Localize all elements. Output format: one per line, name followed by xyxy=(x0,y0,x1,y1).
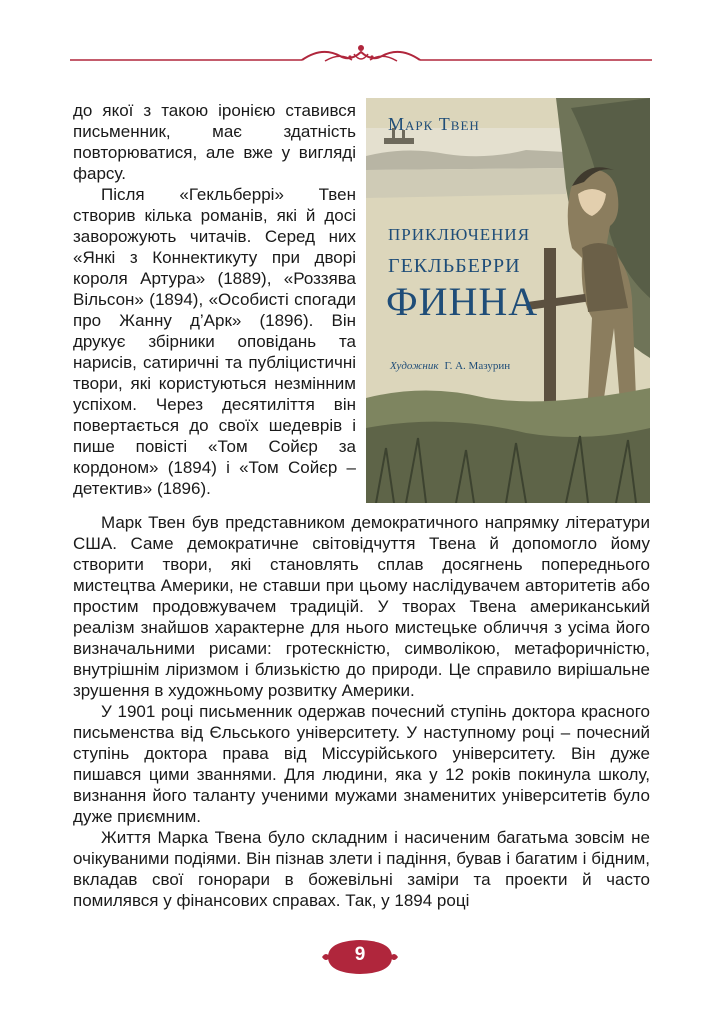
paragraph: Життя Марка Твена було складним і насиченим багатьма зовсім не очікуваними подіями. Він пізнав злети і падіння, бував і багатим і бідним, вкладав свої гонорари в божевільні заміри та проекти й часто помилявся у фінансових справах. Так, у 1894 році xyxy=(73,828,650,910)
cover-author: Марк Твен xyxy=(388,114,480,134)
cover-title-line2: ГЕКЛЬБЕРРИ xyxy=(388,255,521,277)
book-cover-image xyxy=(366,98,650,503)
body-text xyxy=(73,512,650,911)
paragraph: Після «Гекльберрі» Твен створив кілька романів, які й досі заворожують читачів. Серед них «Янкі з Коннектикуту при дворі короля Артура» (1889), «Роззява Вільсон» (1894), «Особисті спогади про Жанну д’Арк» (1896). Він друкує збірники оповідань та нарисів, сатиричні та публіцистичні твори, які користуються незмінним успіхом. Через десятиліття він повертається до своїх шедеврів і пише повісті «Том Сойєр за кордоном» (1894) і «Том Сойєр – детектив» (1896). xyxy=(73,185,356,498)
page-number: 9 xyxy=(354,944,366,965)
header-ornament xyxy=(40,40,682,68)
cover-illustrator xyxy=(390,360,510,372)
paragraph: У 1901 році письменник одержав почесний ступінь доктора красного письменства від Єльського університету. У наступному році – почесний ступінь доктора права від Міссурійського університету. Він дуже пишався цими званнями. Для людини, яка у 12 років покинула школу, визнання його таланту ученими мужами знаменитих університетів було дуже приємним. xyxy=(73,702,650,826)
cover-title-line1: ПРИКЛЮЧЕНИЯ xyxy=(388,225,531,244)
cover-title-line3: ФИННА xyxy=(386,279,539,324)
paragraph: Марк Твен був представником демократичного напрямку літератури США. Саме демократичне світовідчуття Твена й допомогло йому створити твори, які становлять сплав досягнень попереднього мистецтва Америки, не ставши при цьому наслідувачем авторитетів або простим продовжувачем традицій. У творах Твена американський реалізм знайшов характерне для нього мистецьке обличчя з усіма його визначальними рисами: гротескністю, символікою, метафоричністю, внутрішнім ліризмом і близькістю до природи. Це справило вирішальне зрушення в художньому розвитку Америки. xyxy=(73,513,650,700)
cover-illustrator-label: Художник xyxy=(390,360,439,372)
column-text xyxy=(73,100,356,499)
paragraph: до якої з такою іронією ставився письменник, має здатність повторюватися, але вже у вигляді фарсу. xyxy=(73,101,356,183)
cover-illustrator-name: Г. А. Мазурин xyxy=(444,360,511,372)
